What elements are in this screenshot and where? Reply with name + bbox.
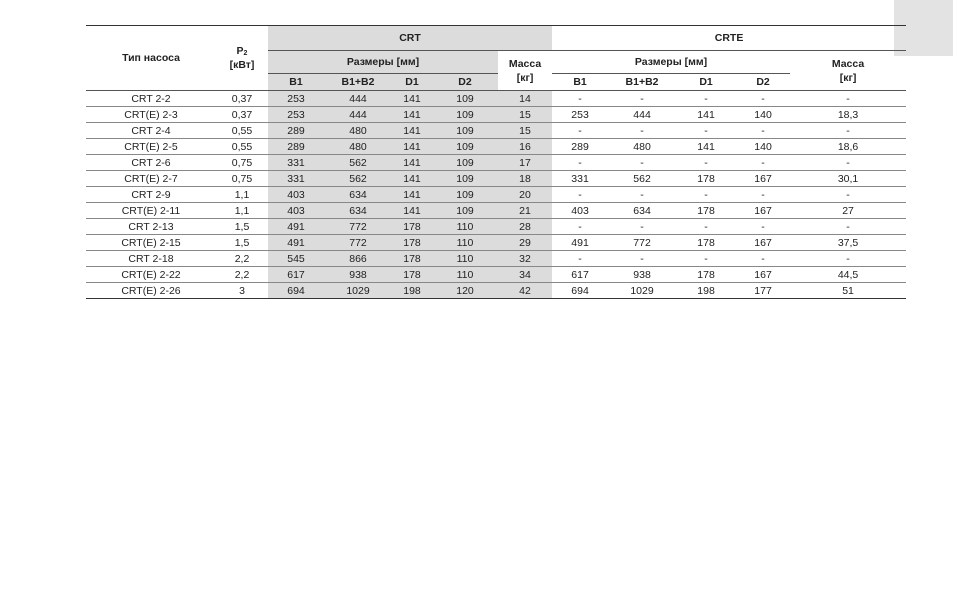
cell-pump-type: CRT(E) 2-22 xyxy=(86,267,216,283)
cell-power: 0,55 xyxy=(216,139,268,155)
cell-crt-d1: 141 xyxy=(392,107,432,123)
table-row xyxy=(86,155,906,171)
cell-crt-d1: 141 xyxy=(392,123,432,139)
cell-power: 2,2 xyxy=(216,267,268,283)
cell-crte-d1: 178 xyxy=(676,235,736,251)
crt-mass-unit: [кг] xyxy=(516,71,534,84)
cell-crte-b1: 694 xyxy=(552,283,608,299)
cell-crte-b1b2: - xyxy=(608,251,676,267)
cell-pump-type: CRT(E) 2-3 xyxy=(86,107,216,123)
cell-crte-d2: 167 xyxy=(736,235,790,251)
cell-crt-d2: 109 xyxy=(432,91,498,107)
cell-crt-d2: 109 xyxy=(432,107,498,123)
cell-crte-d1: - xyxy=(676,219,736,235)
cell-crte-d1: - xyxy=(676,251,736,267)
table-row xyxy=(86,203,906,219)
cell-crte-mass: 18,6 xyxy=(790,139,906,155)
cell-crte-mass: 51 xyxy=(790,283,906,299)
cell-power: 0,75 xyxy=(216,171,268,187)
cell-crt-d1: 141 xyxy=(392,139,432,155)
cell-pump-type: CRT 2-18 xyxy=(86,251,216,267)
cell-crte-b1: - xyxy=(552,123,608,139)
cell-crte-d1: - xyxy=(676,187,736,203)
power-unit: [кВт] xyxy=(229,59,255,71)
column-header-pump-type: Тип насоса xyxy=(86,26,216,91)
cell-crt-d1: 178 xyxy=(392,251,432,267)
cell-crte-b1b2: 938 xyxy=(608,267,676,283)
cell-crt-d2: 110 xyxy=(432,235,498,251)
table-body xyxy=(86,91,906,299)
cell-crte-mass: 27 xyxy=(790,203,906,219)
cell-crt-b1: 289 xyxy=(268,123,324,139)
cell-crte-b1b2: - xyxy=(608,155,676,171)
cell-power: 2,2 xyxy=(216,251,268,267)
table-row xyxy=(86,107,906,123)
cell-crte-d1: - xyxy=(676,91,736,107)
crte-mass-unit: [кг] xyxy=(839,71,857,84)
cell-crte-b1: 491 xyxy=(552,235,608,251)
cell-crt-b1b2: 444 xyxy=(324,91,392,107)
cell-crt-d1: 141 xyxy=(392,203,432,219)
cell-pump-type: CRT(E) 2-7 xyxy=(86,171,216,187)
cell-crte-b1: 289 xyxy=(552,139,608,155)
cell-crt-mass: 15 xyxy=(498,107,552,123)
table-row xyxy=(86,187,906,203)
cell-crt-d2: 109 xyxy=(432,123,498,139)
cell-crt-mass: 21 xyxy=(498,203,552,219)
crt-mass-label: Масса xyxy=(508,57,542,70)
column-header-power xyxy=(216,26,268,91)
cell-crt-mass: 32 xyxy=(498,251,552,267)
cell-crt-b1b2: 634 xyxy=(324,203,392,219)
cell-crte-d2: - xyxy=(736,251,790,267)
cell-crte-d2: 140 xyxy=(736,139,790,155)
table-row xyxy=(86,267,906,283)
cell-pump-type: CRT(E) 2-11 xyxy=(86,203,216,219)
crt-col-b1b2: B1+B2 xyxy=(324,74,392,91)
cell-power: 0,37 xyxy=(216,107,268,123)
cell-crte-mass: - xyxy=(790,187,906,203)
cell-crte-b1: - xyxy=(552,91,608,107)
cell-crte-b1b2: 772 xyxy=(608,235,676,251)
cell-crt-b1b2: 480 xyxy=(324,123,392,139)
cell-crt-b1: 491 xyxy=(268,235,324,251)
table-row xyxy=(86,283,906,299)
cell-power: 1,1 xyxy=(216,187,268,203)
table-row xyxy=(86,91,906,107)
crt-col-d1: D1 xyxy=(392,74,432,91)
crt-mass-header xyxy=(498,51,552,91)
cell-crt-b1: 694 xyxy=(268,283,324,299)
cell-crte-b1: - xyxy=(552,155,608,171)
cell-crte-d1: 141 xyxy=(676,107,736,123)
cell-crte-d2: 167 xyxy=(736,267,790,283)
cell-power: 0,75 xyxy=(216,155,268,171)
cell-crt-b1: 253 xyxy=(268,107,324,123)
crte-col-d2: D2 xyxy=(736,74,790,91)
cell-crte-mass: - xyxy=(790,123,906,139)
table-row xyxy=(86,171,906,187)
power-symbol: P xyxy=(236,45,244,57)
cell-crt-d1: 141 xyxy=(392,91,432,107)
cell-crt-b1b2: 480 xyxy=(324,139,392,155)
cell-crte-mass: 37,5 xyxy=(790,235,906,251)
cell-crt-d1: 178 xyxy=(392,219,432,235)
cell-crt-mass: 29 xyxy=(498,235,552,251)
cell-crt-mass: 17 xyxy=(498,155,552,171)
crte-mass-label: Масса xyxy=(831,57,865,70)
cell-power: 0,55 xyxy=(216,123,268,139)
cell-power: 3 xyxy=(216,283,268,299)
cell-crte-d2: 177 xyxy=(736,283,790,299)
crte-col-b1: B1 xyxy=(552,74,608,91)
crte-dimensions-header: Размеры [мм] xyxy=(552,51,790,74)
cell-crte-d2: - xyxy=(736,219,790,235)
cell-crte-b1: 253 xyxy=(552,107,608,123)
group-header-crt: CRT xyxy=(268,26,552,51)
cell-pump-type: CRT 2-4 xyxy=(86,123,216,139)
cell-crte-b1b2: 562 xyxy=(608,171,676,187)
cell-pump-type: CRT 2-9 xyxy=(86,187,216,203)
cell-crte-d1: - xyxy=(676,123,736,139)
cell-crt-d2: 120 xyxy=(432,283,498,299)
cell-power: 1,5 xyxy=(216,219,268,235)
cell-crte-d2: - xyxy=(736,187,790,203)
cell-crte-mass: 44,5 xyxy=(790,267,906,283)
cell-pump-type: CRT(E) 2-26 xyxy=(86,283,216,299)
cell-crte-d1: 178 xyxy=(676,203,736,219)
cell-crte-b1: - xyxy=(552,251,608,267)
cell-crt-mass: 20 xyxy=(498,187,552,203)
cell-crte-d1: 141 xyxy=(676,139,736,155)
table-row xyxy=(86,139,906,155)
cell-crte-d2: 140 xyxy=(736,107,790,123)
cell-crt-b1b2: 772 xyxy=(324,219,392,235)
cell-crt-mass: 14 xyxy=(498,91,552,107)
cell-crte-d1: 198 xyxy=(676,283,736,299)
cell-pump-type: CRT(E) 2-15 xyxy=(86,235,216,251)
cell-crt-mass: 18 xyxy=(498,171,552,187)
cell-power: 0,37 xyxy=(216,91,268,107)
cell-crt-mass: 28 xyxy=(498,219,552,235)
crt-col-b1: B1 xyxy=(268,74,324,91)
power-subscript: 2 xyxy=(243,50,248,57)
cell-crte-d2: - xyxy=(736,155,790,171)
cell-pump-type: CRT 2-6 xyxy=(86,155,216,171)
cell-crt-d2: 109 xyxy=(432,171,498,187)
cell-crt-b1: 491 xyxy=(268,219,324,235)
cell-crt-b1: 617 xyxy=(268,267,324,283)
cell-crt-d2: 109 xyxy=(432,203,498,219)
cell-crte-d2: 167 xyxy=(736,171,790,187)
cell-pump-type: CRT(E) 2-5 xyxy=(86,139,216,155)
cell-crte-d2: - xyxy=(736,123,790,139)
cell-crte-b1: - xyxy=(552,219,608,235)
cell-power: 1,1 xyxy=(216,203,268,219)
cell-crt-d2: 109 xyxy=(432,155,498,171)
cell-crte-b1b2: 1029 xyxy=(608,283,676,299)
cell-crt-b1: 331 xyxy=(268,155,324,171)
cell-crte-mass: 30,1 xyxy=(790,171,906,187)
cell-crte-b1b2: - xyxy=(608,91,676,107)
cell-crte-d1: 178 xyxy=(676,267,736,283)
table-row xyxy=(86,219,906,235)
cell-crt-d2: 110 xyxy=(432,219,498,235)
cell-crt-d2: 109 xyxy=(432,139,498,155)
cell-pump-type: CRT 2-13 xyxy=(86,219,216,235)
cell-crt-d1: 178 xyxy=(392,235,432,251)
cell-crt-b1: 289 xyxy=(268,139,324,155)
cell-crt-d2: 110 xyxy=(432,251,498,267)
cell-crte-b1b2: - xyxy=(608,123,676,139)
cell-crt-d1: 141 xyxy=(392,155,432,171)
cell-crte-mass: - xyxy=(790,219,906,235)
cell-crte-b1b2: 444 xyxy=(608,107,676,123)
cell-crt-b1b2: 444 xyxy=(324,107,392,123)
cell-crt-b1b2: 938 xyxy=(324,267,392,283)
cell-crt-b1b2: 634 xyxy=(324,187,392,203)
cell-crt-mass: 34 xyxy=(498,267,552,283)
cell-crte-b1b2: - xyxy=(608,219,676,235)
cell-crte-b1: 331 xyxy=(552,171,608,187)
cell-pump-type: CRT 2-2 xyxy=(86,91,216,107)
cell-crt-d1: 198 xyxy=(392,283,432,299)
cell-crte-mass: - xyxy=(790,155,906,171)
cell-crte-d2: - xyxy=(736,91,790,107)
cell-crt-d1: 141 xyxy=(392,187,432,203)
cell-crte-d2: 167 xyxy=(736,203,790,219)
cell-crte-b1: 617 xyxy=(552,267,608,283)
cell-crt-mass: 15 xyxy=(498,123,552,139)
cell-crte-b1: 403 xyxy=(552,203,608,219)
cell-crt-b1b2: 866 xyxy=(324,251,392,267)
cell-crte-mass: 18,3 xyxy=(790,107,906,123)
group-header-crte: CRTE xyxy=(552,26,906,51)
cell-crt-b1b2: 1029 xyxy=(324,283,392,299)
cell-crt-d1: 178 xyxy=(392,267,432,283)
cell-crt-mass: 42 xyxy=(498,283,552,299)
cell-crte-b1b2: 634 xyxy=(608,203,676,219)
crte-col-d1: D1 xyxy=(676,74,736,91)
cell-crte-mass: - xyxy=(790,251,906,267)
cell-crt-b1: 403 xyxy=(268,187,324,203)
cell-crt-b1b2: 562 xyxy=(324,171,392,187)
cell-crt-mass: 16 xyxy=(498,139,552,155)
cell-crte-b1b2: 480 xyxy=(608,139,676,155)
cell-crt-d1: 141 xyxy=(392,171,432,187)
crte-col-b1b2: B1+B2 xyxy=(608,74,676,91)
cell-crte-d1: 178 xyxy=(676,171,736,187)
cell-crt-b1: 331 xyxy=(268,171,324,187)
crt-col-d2: D2 xyxy=(432,74,498,91)
cell-crt-d2: 110 xyxy=(432,267,498,283)
cell-crt-b1: 545 xyxy=(268,251,324,267)
cell-crt-b1: 403 xyxy=(268,203,324,219)
cell-crte-mass: - xyxy=(790,91,906,107)
crt-dimensions-header: Размеры [мм] xyxy=(268,51,498,74)
table-row xyxy=(86,251,906,267)
cell-crt-b1b2: 772 xyxy=(324,235,392,251)
pump-dimensions-table xyxy=(86,25,906,299)
cell-crt-b1: 253 xyxy=(268,91,324,107)
cell-power: 1,5 xyxy=(216,235,268,251)
cell-crt-d2: 109 xyxy=(432,187,498,203)
table-row xyxy=(86,123,906,139)
cell-crte-b1: - xyxy=(552,187,608,203)
cell-crt-b1b2: 562 xyxy=(324,155,392,171)
cell-crte-b1b2: - xyxy=(608,187,676,203)
table-row xyxy=(86,235,906,251)
crte-mass-header xyxy=(790,51,906,91)
cell-crte-d1: - xyxy=(676,155,736,171)
